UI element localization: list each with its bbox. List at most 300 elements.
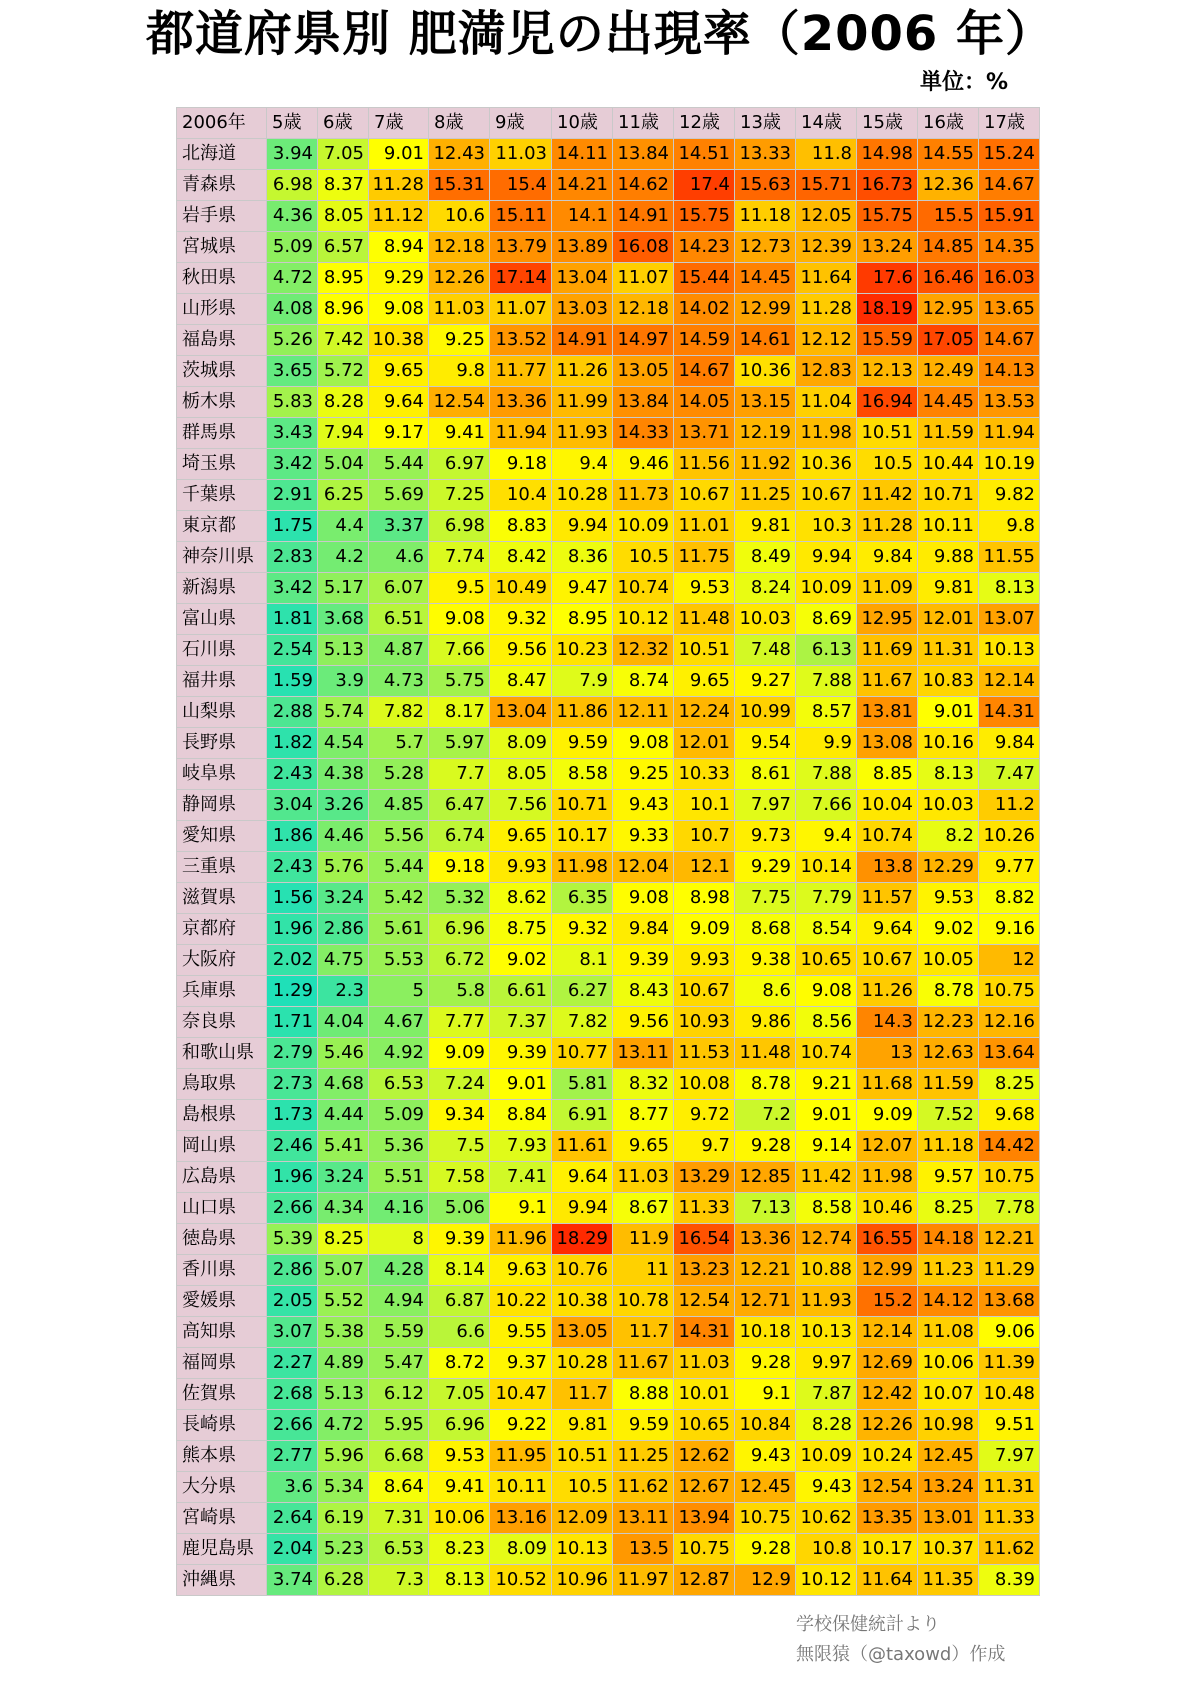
heatmap-cell: 13.03 [552, 294, 613, 325]
heatmap-cell: 10.12 [613, 604, 674, 635]
column-header: 16歳 [918, 108, 979, 139]
heatmap-cell: 5.07 [318, 1255, 369, 1286]
row-label: 大分県 [177, 1472, 267, 1503]
heatmap-cell: 2.43 [267, 852, 318, 883]
heatmap-cell: 11.94 [979, 418, 1040, 449]
heatmap-cell: 12.45 [735, 1472, 796, 1503]
heatmap-cell: 12.04 [613, 852, 674, 883]
heatmap-cell: 12.54 [429, 387, 490, 418]
heatmap-cell: 5.61 [369, 914, 429, 945]
table-row [177, 1565, 1040, 1596]
heatmap-cell: 15.11 [490, 201, 552, 232]
heatmap-cell: 11.68 [857, 1069, 918, 1100]
heatmap-cell: 5.44 [369, 852, 429, 883]
heatmap-cell: 10.19 [979, 449, 1040, 480]
heatmap-cell: 10.88 [796, 1255, 857, 1286]
table-row [177, 1317, 1040, 1348]
heatmap-cell: 8.95 [318, 263, 369, 294]
heatmap-cell: 7.87 [796, 1379, 857, 1410]
heatmap-cell: 4.4 [318, 511, 369, 542]
heatmap-cell: 10.74 [796, 1038, 857, 1069]
heatmap-cell: 7.25 [429, 480, 490, 511]
heatmap-cell: 9.28 [735, 1534, 796, 1565]
heatmap-cell: 11.18 [735, 201, 796, 232]
heatmap-cell: 11.93 [796, 1286, 857, 1317]
table-row [177, 201, 1040, 232]
row-label: 鳥取県 [177, 1069, 267, 1100]
heatmap-cell: 10.99 [735, 697, 796, 728]
table-row [177, 1472, 1040, 1503]
heatmap-cell: 9.82 [979, 480, 1040, 511]
heatmap-cell: 1.59 [267, 666, 318, 697]
heatmap-cell: 9.51 [979, 1410, 1040, 1441]
heatmap-cell: 5.75 [429, 666, 490, 697]
heatmap-cell: 10.77 [552, 1038, 613, 1069]
heatmap-cell: 4.6 [369, 542, 429, 573]
heatmap-cell: 13.01 [918, 1503, 979, 1534]
table-row [177, 542, 1040, 573]
heatmap-cell: 3.68 [318, 604, 369, 635]
heatmap-cell: 10.38 [369, 325, 429, 356]
heatmap-cell: 14.18 [918, 1224, 979, 1255]
heatmap-cell: 13 [857, 1038, 918, 1069]
heatmap-cell: 9.1 [490, 1193, 552, 1224]
heatmap-cell: 13.04 [552, 263, 613, 294]
heatmap-cell: 12.01 [918, 604, 979, 635]
heatmap-cell: 16.08 [613, 232, 674, 263]
heatmap-cell: 14.21 [552, 170, 613, 201]
row-label: 茨城県 [177, 356, 267, 387]
row-label: 長野県 [177, 728, 267, 759]
heatmap-cell: 15.91 [979, 201, 1040, 232]
heatmap-cell: 17.14 [490, 263, 552, 294]
heatmap-cell: 13.11 [613, 1503, 674, 1534]
heatmap-cell: 8.68 [735, 914, 796, 945]
heatmap-cell: 14.23 [674, 232, 735, 263]
heatmap-cell: 9.8 [979, 511, 1040, 542]
heatmap-cell: 13.08 [857, 728, 918, 759]
table-row [177, 945, 1040, 976]
heatmap-cell: 9.93 [490, 852, 552, 883]
heatmap-cell: 9.25 [613, 759, 674, 790]
heatmap-cell: 14.67 [979, 170, 1040, 201]
heatmap-cell: 7.37 [490, 1007, 552, 1038]
heatmap-cell: 4.68 [318, 1069, 369, 1100]
heatmap-cell: 10.06 [429, 1503, 490, 1534]
row-label: 福井県 [177, 666, 267, 697]
heatmap-cell: 12.13 [857, 356, 918, 387]
heatmap-cell: 8.32 [613, 1069, 674, 1100]
heatmap-cell: 15.71 [796, 170, 857, 201]
heatmap-cell: 7.24 [429, 1069, 490, 1100]
heatmap-cell: 3.74 [267, 1565, 318, 1596]
heatmap-cell: 9.32 [552, 914, 613, 945]
heatmap-cell: 6.35 [552, 883, 613, 914]
heatmap-cell: 10.67 [674, 976, 735, 1007]
heatmap-cell: 9.81 [918, 573, 979, 604]
heatmap-cell: 8.28 [318, 387, 369, 418]
heatmap-cell: 10.14 [796, 852, 857, 883]
heatmap-cell: 6.98 [429, 511, 490, 542]
heatmap-cell: 8.43 [613, 976, 674, 1007]
heatmap-cell: 11.98 [796, 418, 857, 449]
heatmap-cell: 9.28 [735, 1131, 796, 1162]
heatmap-cell: 10.71 [918, 480, 979, 511]
heatmap-cell: 17.6 [857, 263, 918, 294]
heatmap-cell: 15.5 [918, 201, 979, 232]
heatmap-cell: 10.44 [918, 449, 979, 480]
heatmap-cell: 13.07 [979, 604, 1040, 635]
heatmap-cell: 9.4 [796, 821, 857, 852]
heatmap-cell: 2.3 [318, 976, 369, 1007]
heatmap-cell: 13.84 [613, 139, 674, 170]
heatmap-cell: 16.54 [674, 1224, 735, 1255]
heatmap-cell: 11.33 [979, 1503, 1040, 1534]
row-label: 埼玉県 [177, 449, 267, 480]
heatmap-cell: 11.99 [552, 387, 613, 418]
heatmap-cell: 1.86 [267, 821, 318, 852]
heatmap-cell: 11.04 [796, 387, 857, 418]
heatmap-cell: 6.74 [429, 821, 490, 852]
heatmap-cell: 3.6 [267, 1472, 318, 1503]
header-row [177, 108, 1040, 139]
heatmap-cell: 11.26 [552, 356, 613, 387]
heatmap-cell: 13.5 [613, 1534, 674, 1565]
heatmap-cell: 8.37 [318, 170, 369, 201]
heatmap-cell: 6.98 [267, 170, 318, 201]
table-row [177, 604, 1040, 635]
heatmap-cell: 10.18 [735, 1317, 796, 1348]
heatmap-cell: 10.74 [613, 573, 674, 604]
heatmap-cell: 7.82 [369, 697, 429, 728]
heatmap-cell: 15.31 [429, 170, 490, 201]
heatmap-cell: 18.29 [552, 1224, 613, 1255]
row-label: 島根県 [177, 1100, 267, 1131]
heatmap-cell: 10.33 [674, 759, 735, 790]
heatmap-cell: 4.46 [318, 821, 369, 852]
heatmap-cell: 10.09 [796, 573, 857, 604]
heatmap-cell: 7.48 [735, 635, 796, 666]
heatmap-cell: 13.29 [674, 1162, 735, 1193]
heatmap-cell: 6.97 [429, 449, 490, 480]
heatmap-cell: 2.68 [267, 1379, 318, 1410]
heatmap-cell: 3.24 [318, 883, 369, 914]
heatmap-cell: 9.93 [674, 945, 735, 976]
column-header: 14歳 [796, 108, 857, 139]
heatmap-cell: 11.48 [735, 1038, 796, 1069]
heatmap-cell: 17.05 [918, 325, 979, 356]
heatmap-cell: 11.69 [857, 635, 918, 666]
heatmap-cell: 4.94 [369, 1286, 429, 1317]
heatmap-cell: 7.88 [796, 666, 857, 697]
heatmap-cell: 14.11 [552, 139, 613, 170]
heatmap-cell: 14.12 [918, 1286, 979, 1317]
heatmap-cell: 11.56 [674, 449, 735, 480]
heatmap-cell: 12.71 [735, 1286, 796, 1317]
heatmap-cell: 11.67 [857, 666, 918, 697]
heatmap-cell: 9.63 [490, 1255, 552, 1286]
heatmap-cell: 7.88 [796, 759, 857, 790]
heatmap-cell: 10.47 [490, 1379, 552, 1410]
heatmap-cell: 9.39 [490, 1038, 552, 1069]
heatmap-cell: 4.44 [318, 1100, 369, 1131]
heatmap-cell: 3.04 [267, 790, 318, 821]
table-row [177, 387, 1040, 418]
heatmap-cell: 12.36 [918, 170, 979, 201]
heatmap-cell: 9.81 [552, 1410, 613, 1441]
heatmap-cell: 5.42 [369, 883, 429, 914]
heatmap-cell: 9.08 [369, 294, 429, 325]
heatmap-cell: 12.21 [979, 1224, 1040, 1255]
heatmap-cell: 3.26 [318, 790, 369, 821]
heatmap-cell: 4.34 [318, 1193, 369, 1224]
heatmap-cell: 1.96 [267, 914, 318, 945]
heatmap-cell: 9.53 [674, 573, 735, 604]
heatmap-cell: 2.73 [267, 1069, 318, 1100]
heatmap-cell: 8.84 [490, 1100, 552, 1131]
heatmap-cell: 11.53 [674, 1038, 735, 1069]
heatmap-cell: 10.11 [490, 1472, 552, 1503]
heatmap-cell: 15.75 [857, 201, 918, 232]
heatmap-cell: 9.9 [796, 728, 857, 759]
heatmap-cell: 7.66 [429, 635, 490, 666]
heatmap-cell: 3.42 [267, 573, 318, 604]
row-label: 滋賀県 [177, 883, 267, 914]
column-header: 13歳 [735, 108, 796, 139]
column-header: 8歳 [429, 108, 490, 139]
table-row [177, 1286, 1040, 1317]
heatmap-cell: 12.87 [674, 1565, 735, 1596]
heatmap-cell: 9.72 [674, 1100, 735, 1131]
table-row [177, 573, 1040, 604]
heatmap-cell: 11.31 [918, 635, 979, 666]
heatmap-cell: 11.95 [490, 1441, 552, 1472]
heatmap-cell: 14.62 [613, 170, 674, 201]
heatmap-cell: 8.98 [674, 883, 735, 914]
heatmap-cell: 9.25 [429, 325, 490, 356]
heatmap-cell: 12.19 [735, 418, 796, 449]
heatmap-cell: 11.62 [979, 1534, 1040, 1565]
heatmap-cell: 13.68 [979, 1286, 1040, 1317]
heatmap-cell: 3.24 [318, 1162, 369, 1193]
heatmap-cell: 8.42 [490, 542, 552, 573]
heatmap-cell: 9.08 [429, 604, 490, 635]
heatmap-cell: 12.54 [857, 1472, 918, 1503]
heatmap-cell: 13.81 [857, 697, 918, 728]
table-row [177, 263, 1040, 294]
heatmap-cell: 5.28 [369, 759, 429, 790]
heatmap-cell: 3.65 [267, 356, 318, 387]
heatmap-cell: 9.65 [490, 821, 552, 852]
heatmap-cell: 12.99 [735, 294, 796, 325]
heatmap-cell: 16.46 [918, 263, 979, 294]
heatmap-cell: 13.35 [857, 1503, 918, 1534]
heatmap-cell: 2.86 [318, 914, 369, 945]
heatmap-cell: 12.18 [613, 294, 674, 325]
heatmap-cell: 8.78 [735, 1069, 796, 1100]
heatmap-cell: 5.13 [318, 635, 369, 666]
row-label: 千葉県 [177, 480, 267, 511]
heatmap-cell: 9.21 [796, 1069, 857, 1100]
heatmap-cell: 14.98 [857, 139, 918, 170]
heatmap-cell: 11.28 [857, 511, 918, 542]
row-label: 北海道 [177, 139, 267, 170]
heatmap-cell: 12 [979, 945, 1040, 976]
heatmap-cell: 11.08 [918, 1317, 979, 1348]
table-row [177, 759, 1040, 790]
heatmap-cell: 6.07 [369, 573, 429, 604]
heatmap-cell: 12.67 [674, 1472, 735, 1503]
heatmap-cell: 13.11 [613, 1038, 674, 1069]
heatmap-cell: 8.58 [552, 759, 613, 790]
table-row [177, 356, 1040, 387]
credit-line: 無限猿（@taxowd）作成 [796, 1644, 1006, 1665]
heatmap-cell: 2.54 [267, 635, 318, 666]
heatmap-cell: 9.39 [613, 945, 674, 976]
heatmap-cell: 8.95 [552, 604, 613, 635]
heatmap-cell: 7.42 [318, 325, 369, 356]
heatmap-cell: 10.07 [918, 1379, 979, 1410]
heatmap-cell: 9.37 [490, 1348, 552, 1379]
heatmap-cell: 9.84 [979, 728, 1040, 759]
heatmap-cell: 10.12 [796, 1565, 857, 1596]
heatmap-cell: 10.7 [674, 821, 735, 852]
heatmap-cell: 6.91 [552, 1100, 613, 1131]
heatmap-cell: 10.51 [857, 418, 918, 449]
heatmap-cell: 14.91 [552, 325, 613, 356]
heatmap-cell: 3.43 [267, 418, 318, 449]
chart-title: 都道府県別 肥満児の出現率（2006 年） [145, 6, 1055, 62]
heatmap-cell: 10.6 [429, 201, 490, 232]
heatmap-cell: 9.01 [796, 1100, 857, 1131]
heatmap-cell: 4.36 [267, 201, 318, 232]
heatmap-cell: 11.28 [796, 294, 857, 325]
heatmap-cell: 6.53 [369, 1534, 429, 1565]
table-row [177, 852, 1040, 883]
heatmap-cell: 5.06 [429, 1193, 490, 1224]
heatmap-cell: 4.89 [318, 1348, 369, 1379]
heatmap-cell: 4.87 [369, 635, 429, 666]
row-label: 熊本県 [177, 1441, 267, 1472]
heatmap-cell: 12.21 [735, 1255, 796, 1286]
heatmap-cell: 7.93 [490, 1131, 552, 1162]
heatmap-cell: 5.04 [318, 449, 369, 480]
table-row [177, 325, 1040, 356]
heatmap-cell: 7.79 [796, 883, 857, 914]
heatmap-cell: 9.73 [735, 821, 796, 852]
heatmap-cell: 8.54 [796, 914, 857, 945]
heatmap-cell: 13.05 [552, 1317, 613, 1348]
heatmap-cell: 11.2 [979, 790, 1040, 821]
heatmap-cell: 11.48 [674, 604, 735, 635]
row-label: 三重県 [177, 852, 267, 883]
heatmap-cell: 14.55 [918, 139, 979, 170]
corner-label: 2006年 [177, 108, 267, 139]
heatmap-cell: 11.59 [918, 418, 979, 449]
heatmap-cell: 10.06 [918, 1348, 979, 1379]
heatmap-cell: 12.32 [613, 635, 674, 666]
heatmap-cell: 7.13 [735, 1193, 796, 1224]
heatmap-cell: 11.42 [857, 480, 918, 511]
heatmap-cell: 8.85 [857, 759, 918, 790]
heatmap-cell: 8.82 [979, 883, 1040, 914]
heatmap-cell: 8.74 [613, 666, 674, 697]
heatmap-cell: 5.74 [318, 697, 369, 728]
heatmap-cell: 11.12 [369, 201, 429, 232]
heatmap-cell: 14.31 [979, 697, 1040, 728]
heatmap-cell: 5.83 [267, 387, 318, 418]
heatmap-cell: 13.05 [613, 356, 674, 387]
heatmap-cell: 11.92 [735, 449, 796, 480]
heatmap-cell: 11.25 [735, 480, 796, 511]
heatmap-cell: 8.13 [429, 1565, 490, 1596]
heatmap-cell: 8.28 [796, 1410, 857, 1441]
heatmap-cell: 10.96 [552, 1565, 613, 1596]
heatmap-cell: 9.1 [735, 1379, 796, 1410]
heatmap-cell: 5.52 [318, 1286, 369, 1317]
row-label: 愛媛県 [177, 1286, 267, 1317]
heatmap-cell: 13.52 [490, 325, 552, 356]
heatmap-cell: 2.27 [267, 1348, 318, 1379]
heatmap-cell: 9.08 [796, 976, 857, 1007]
heatmap-cell: 11.93 [552, 418, 613, 449]
heatmap-cell: 9.29 [735, 852, 796, 883]
row-label: 大阪府 [177, 945, 267, 976]
heatmap-cell: 10.24 [857, 1441, 918, 1472]
table-row [177, 1441, 1040, 1472]
heatmap-cell: 9.28 [735, 1348, 796, 1379]
heatmap-cell: 15.75 [674, 201, 735, 232]
heatmap-cell: 2.04 [267, 1534, 318, 1565]
heatmap-cell: 11.35 [918, 1565, 979, 1596]
heatmap-cell: 9.56 [613, 1007, 674, 1038]
heatmap-cell: 5.09 [267, 232, 318, 263]
heatmap-cell: 9.41 [429, 1472, 490, 1503]
heatmap-cell: 5.32 [429, 883, 490, 914]
heatmap-cell: 12.39 [796, 232, 857, 263]
heatmap-cell: 8.25 [918, 1193, 979, 1224]
heatmap-cell: 5.44 [369, 449, 429, 480]
heatmap-cell: 13.36 [490, 387, 552, 418]
row-label: 徳島県 [177, 1224, 267, 1255]
heatmap-cell: 2.02 [267, 945, 318, 976]
row-label: 和歌山県 [177, 1038, 267, 1069]
heatmap-cell: 9.34 [429, 1100, 490, 1131]
heatmap-cell: 9.09 [857, 1100, 918, 1131]
heatmap-cell: 9.81 [735, 511, 796, 542]
heatmap-cell: 10.09 [796, 1441, 857, 1472]
heatmap-cell: 5.23 [318, 1534, 369, 1565]
table-row [177, 728, 1040, 759]
heatmap-cell: 9.02 [490, 945, 552, 976]
heatmap-cell: 15.2 [857, 1286, 918, 1317]
heatmap-cell: 17.4 [674, 170, 735, 201]
heatmap-cell: 4.73 [369, 666, 429, 697]
heatmap-cell: 8.75 [490, 914, 552, 945]
table-row [177, 480, 1040, 511]
heatmap-cell: 7.9 [552, 666, 613, 697]
heatmap-cell: 11.26 [857, 976, 918, 1007]
heatmap-cell: 9.01 [918, 697, 979, 728]
table-row [177, 821, 1040, 852]
heatmap-cell: 12.26 [857, 1410, 918, 1441]
heatmap-cell: 7.5 [429, 1131, 490, 1162]
heatmap-cell: 10.26 [979, 821, 1040, 852]
heatmap-cell: 11.09 [857, 573, 918, 604]
heatmap-cell: 14.13 [979, 356, 1040, 387]
heatmap-cell: 9.84 [857, 542, 918, 573]
heatmap-cell: 9.09 [674, 914, 735, 945]
